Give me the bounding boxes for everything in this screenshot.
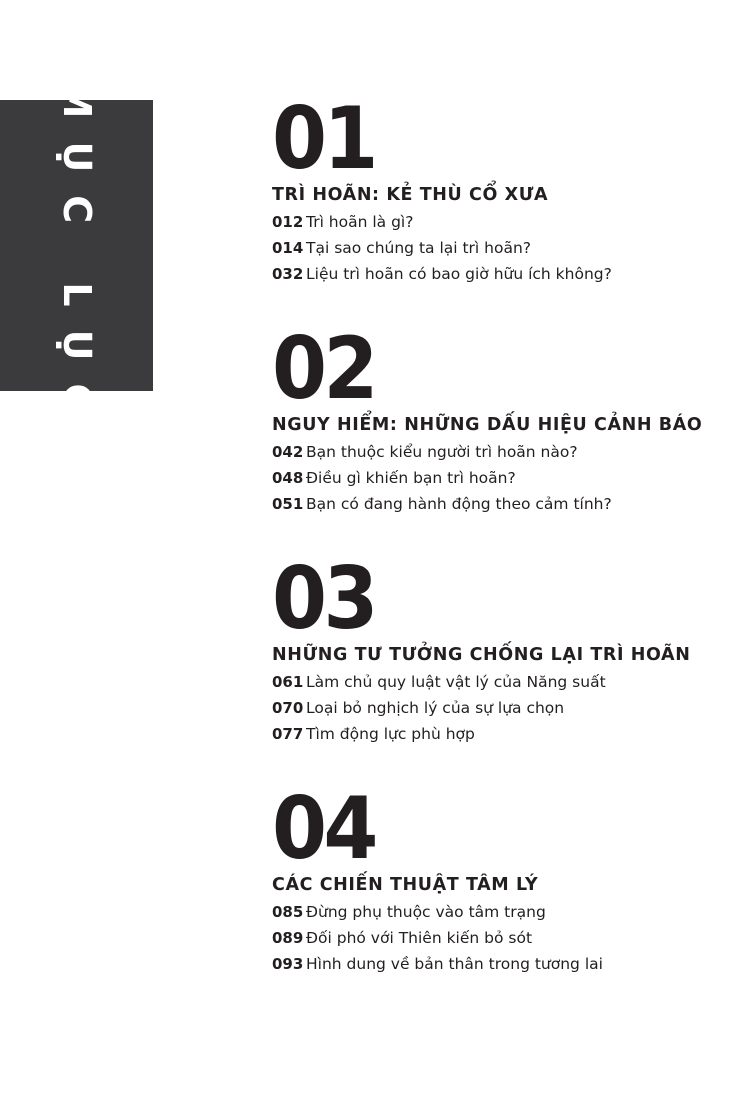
toc-entry[interactable] (272, 491, 732, 517)
entry-title: Loại bỏ nghịch lý của sự lựa chọn (306, 699, 565, 717)
toc-entry[interactable] (272, 721, 732, 747)
chapter-title: NHỮNG TƯ TƯỞNG CHỐNG LẠI TRÌ HOÃN (272, 645, 691, 665)
entry-title: Tìm động lực phù hợp (306, 725, 475, 743)
entry-page-number: 012 (272, 213, 304, 231)
entry-page-number: 089 (272, 929, 304, 947)
chapter-title: CÁC CHIẾN THUẬT TÂM LÝ (272, 875, 539, 895)
chapter-number: 02 (272, 319, 375, 419)
entry-page-number: 032 (272, 265, 304, 283)
entry-page-number: 042 (272, 443, 304, 461)
toc-entry[interactable] (272, 669, 732, 695)
toc-entry[interactable] (272, 209, 732, 235)
entry-page-number: 077 (272, 725, 304, 743)
toc-entry[interactable] (272, 439, 732, 465)
chapter-02 (272, 319, 732, 517)
chapter-number: 01 (272, 89, 375, 189)
entry-page-number: 093 (272, 955, 304, 973)
entry-title: Hình dung về bản thân trong tương lai (306, 955, 603, 973)
entry-title: Làm chủ quy luật vật lý của Năng suất (306, 673, 606, 691)
entry-list (272, 209, 732, 287)
toc-entry[interactable] (272, 925, 732, 951)
chapter-04 (272, 779, 732, 977)
entry-page-number: 048 (272, 469, 304, 487)
entry-title: Liệu trì hoãn có bao giờ hữu ích không? (306, 265, 612, 283)
entry-title: Đối phó với Thiên kiến bỏ sót (306, 929, 533, 947)
entry-title: Bạn thuộc kiểu người trì hoãn nào? (306, 443, 578, 461)
chapter-number: 03 (272, 549, 375, 649)
table-of-contents-heading: MỤC LỤC (54, 80, 99, 434)
chapter-title: TRÌ HOÃN: KẺ THÙ CỔ XƯA (272, 185, 549, 205)
entry-page-number: 061 (272, 673, 304, 691)
entry-page-number: 070 (272, 699, 304, 717)
entry-list (272, 899, 732, 977)
toc-entry[interactable] (272, 465, 732, 491)
entry-title: Bạn có đang hành động theo cảm tính? (306, 495, 612, 513)
toc-entry[interactable] (272, 261, 732, 287)
chapter-01 (272, 89, 732, 287)
toc-entry[interactable] (272, 695, 732, 721)
entry-list (272, 439, 732, 517)
entry-title: Điều gì khiến bạn trì hoãn? (306, 469, 516, 487)
toc-entry[interactable] (272, 899, 732, 925)
entry-title: Đừng phụ thuộc vào tâm trạng (306, 903, 546, 921)
entry-page-number: 014 (272, 239, 304, 257)
entry-page-number: 051 (272, 495, 304, 513)
chapter-number: 04 (272, 779, 375, 879)
entry-title: Trì hoãn là gì? (306, 213, 414, 231)
toc-entry[interactable] (272, 951, 732, 977)
toc-entry[interactable] (272, 235, 732, 261)
entry-page-number: 085 (272, 903, 304, 921)
chapter-03 (272, 549, 732, 747)
entry-list (272, 669, 732, 747)
chapter-title: NGUY HIỂM: NHỮNG DẤU HIỆU CẢNH BÁO (272, 415, 703, 435)
entry-title: Tại sao chúng ta lại trì hoãn? (306, 239, 532, 257)
side-tab (0, 80, 153, 434)
